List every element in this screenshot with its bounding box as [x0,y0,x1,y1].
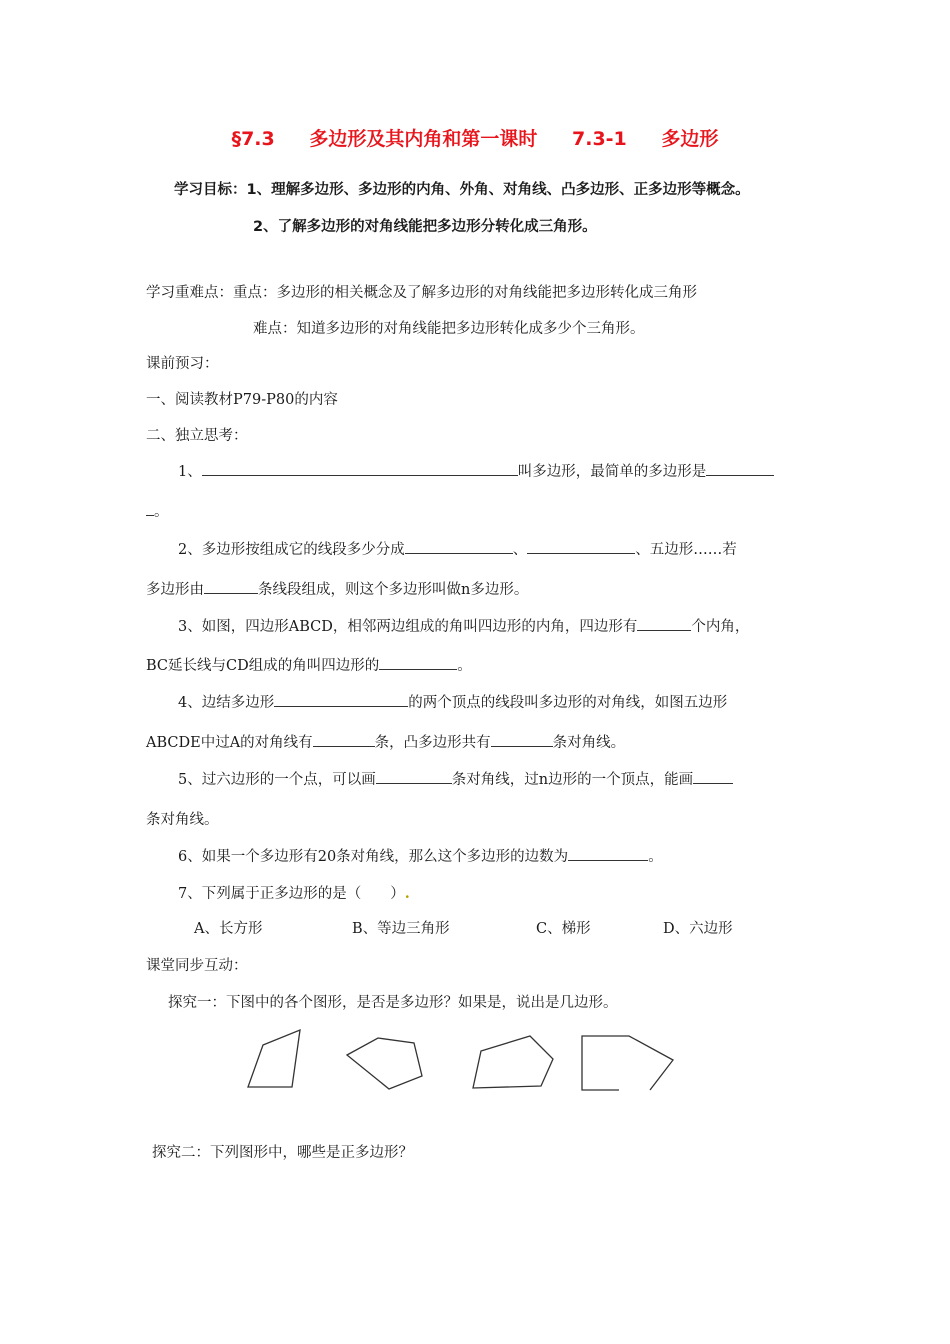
preview-step-2: 二、独立思考： [146,428,248,444]
question-2: 2、多边形按组成它的线段多少分成 、 、五边形……若 [178,538,737,559]
hard-label: 难点： [253,321,297,337]
question-3-cont: BC延长线与CD组成的角叫四边形的 。 [146,654,472,675]
pentagon-shape [347,1038,422,1089]
option-a: A、长方形 [194,921,263,937]
question-4-cont: ABCDE中过A的对角线有 条，凸多边形共有 条对角线。 [146,731,625,752]
goals-item-2: 2、了解多边形的对角线能把多边形分转化成三角形。 [253,219,597,235]
option-b: B、等边三角形 [352,921,450,937]
question-4: 4、边结多边形 的两个顶点的线段叫多边形的对角线，如图五边形 [178,691,727,712]
preview-heading: 课前预习： [146,356,219,372]
key-text: 多边形的相关概念及了解多边形的对角线能把多边形转化成三角形 [276,285,697,301]
title-topic: 多边形及其内角和第一课时 [309,128,538,150]
question-6: 6、如果一个多边形有20条对角线，那么这个多边形的边数为 。 [178,845,663,866]
explore-1: 探究一：下图中的各个图形，是否是多边形？如果是，说出是几边形。 [168,995,618,1011]
hard-text: 知道多边形的对角线能把多边形转化成多少个三角形。 [296,321,645,337]
question-3: 3、如图，四边形ABCD，相邻两边组成的角叫四边形的内角，四边形有 个内角， [178,615,749,636]
question-5: 5、过六边形的一个点，可以画 条对角线，过n边形的一个顶点，能画 [178,768,733,789]
goals-item-1: 1、理解多边形、多边形的内角、外角、对角线、凸多边形、正多边形等概念。 [246,182,750,198]
key-label: 重点： [233,285,277,301]
title-section: §7.3 [231,128,275,150]
option-d: D、六边形 [663,921,733,937]
classroom-heading: 课堂同步互动： [146,958,248,974]
goals-label: 学习目标： [174,182,247,198]
question-5-cont: 条对角线。 [146,812,219,828]
question-7: 7、下列属于正多边形的是（ ）. [178,885,410,902]
question-1-cont: 。 [146,500,169,521]
title-subsection: 7.3-1 [572,128,627,150]
title-subtopic: 多边形 [661,128,719,150]
option-c: C、梯形 [536,921,591,937]
question-2-cont: 多边形由 条线段组成，则这个多边形叫做n多边形。 [146,578,528,599]
preview-step-1: 一、阅读教材P79-P80的内容 [146,392,338,408]
open-figure-shape [582,1036,673,1090]
marker-dot: . [404,885,410,902]
difficulty-label: 学习重难点： [146,285,233,301]
question-1: 1、 叫多边形，最简单的多边形是 [178,460,774,481]
quadrilateral-shape [248,1030,300,1087]
explore-2: 探究二：下列图形中，哪些是正多边形？ [152,1145,413,1161]
hexagon-shape [473,1036,553,1088]
